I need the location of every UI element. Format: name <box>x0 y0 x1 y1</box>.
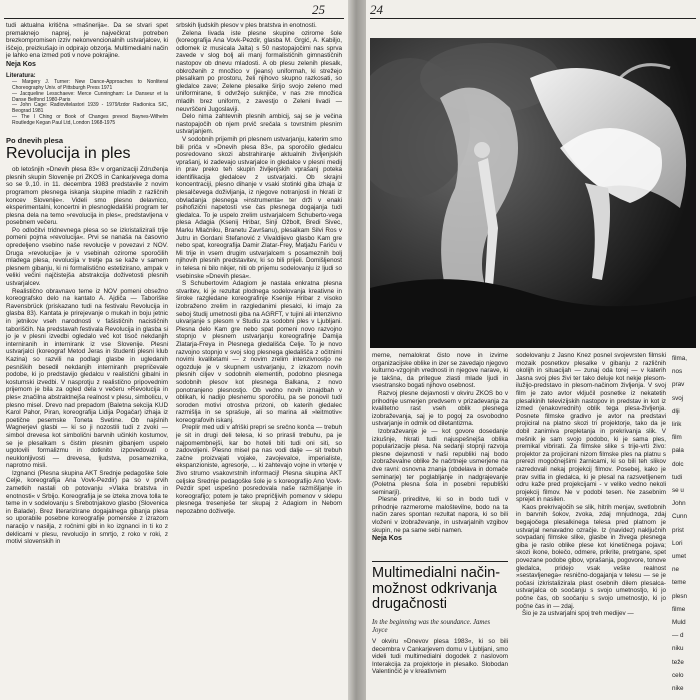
body-paragraph: merne, nemalokrat čisto nove in izvirne organizacijske oblike in izer se zavedajo njegovo kulturno-vzgojnih vrednosti in njegove narave, ki je takšna, da pritegue zlasti mlade ljudi in vsestransko bogati njihovo osebnost. <box>372 352 508 390</box>
page-number-right: 24 <box>370 2 383 17</box>
edge-column-line: John <box>672 500 686 508</box>
header-rule <box>370 18 696 19</box>
edge-column-line: Cunn <box>672 513 688 521</box>
byline: Neja Kos <box>6 60 36 68</box>
edge-column-line: pala <box>672 447 684 455</box>
page-number-left: 25 <box>312 2 325 17</box>
right-page <box>366 0 700 700</box>
body-paragraph: Realistično obravnavo teme iz NOV pomeni obsežno koreografsko delo na kantato A. Ajdiča — Taboriške Ravensbrück (priskazano tudi na festivalu Revolucija in glasba 83). Kantata je prirejevanje o mukah in boju jetnic in jetnikov vseh narodnosti v fašističnih nacističnih taboriščih. Na predstavah festivala Revolucija in glasba si jo je v plesni izvedbi ogledalo več kot tisoč nekdanjih interniranih in internirank iz vse Slovenije. Plesni ustvarjalci (koreograf Metod Jeras in študenti plesni klub Kazina) so razvili na podlagi glasbe in ugledanih pesniških besedil nekdanjih interniranh prepričevale podobe, ki jo predstavijo gledalcu v realistični gibalni in kostumski izvedbi. V nasprotju z realistično pripovednim prijemom je bila za ogled dela v večeru »Revolucija in ples« značilna abstraktnejša realnost v plesu, simbolicu, v plesno misel. Drevo nad prepadom (Baletna sekcija KUD Karol Pahor, Piran, koreografija Lidija Pogačar) izhaja iz poetične pesemske Toneta Svetine. Ob najslnih Wagnerjevi glasbi — ki so ji nozostili tudi z zvoki — simbol drevesa kot simbolični barvnih učinkih kostumov, se je plesalkam s čistim plesnim gibanjem uspelo ugotovili formalizmu in dotknito izpovedovati o neuklonljivosti — drevesa, ljudstva, posameznika, naprotno misli. <box>6 287 168 470</box>
body-paragraph: Kaos prekrivajočih se slik, hitrih menjav, svetlobnih in barvnih šokov, zvoka, zdaj mnjudnoga, zdaj begajočega plesalkinega telesa pred platnom je ustvarjal nenavadno ozračje. Iz (navidez) naključnih sovpadanj filmske slike, glasbe in živega plesnega giba je raslo oblike plese kot kinetičnega pojava; skozi ikone, bolečo, odmere, prikrite, pretrgane, spet povezane podobe gibov, vprašanja, pogovore, tonove gledalca, pridejo vsak veške realnost »sestavljenega« resnično-dogajanja v telesu — se je počasi izkristalizirala plast osebnih dilem plesalca-ustvarjalca ob soočanju s svojo umetnostjo, ki jo počne čas, ob soočanju s svojo umetnostjo, ki jo počne čas in — zdaj. <box>516 503 666 610</box>
intro-paragraph: tudi aktualna kritična »mašnerija«. Da se stvari spet premaknejo naprej, je največkrat potreben brezkompromisen izziv nekonvencionalnih ustvarjalcev, ki iščejo, preizkušajo in odpirajo obzorja. Multimedialni način je lahko ena izmed poti v nove pokrajine. <box>6 22 168 60</box>
body-paragraph: Plesne prireditve, ki so in bodo tudi v prihodnje razmerome maloštevilne, bodo na ta način zares spontan rezultat napora, ki so bili vloženi v izobraževanje, in ustvarjalnih vzgibov skupin, ne pa same sebi namen. <box>372 496 508 534</box>
body-paragraph: Preplir med udi v afriški prepri se srečno konča — trebuh je sit in drugi deli telesa, ki so prirasli trebuhu, pa je najpomembnejši, kar bo hoteli biti tudi oni siti, so zadovoljeni. Plesno misel pa nas vodi dalje — sit trebuh začne proizvajati vojake, zavojevalce, imperialiste, ekspanzioniste, agresorje, ... ki zahtevajo vojne in vrtenje v živo strumo vsakovrstnih informacij! Plesna skupina AKT celjske Srednje pedagoške šole je s koreografijo Ano Vovk-Pezdir spet uspešno posredovala naše razmišljanje in koreografijo; potem je tako prepričljivih pomenov v sklepu plesnega tresenješe ter skupaj z Adagiom in Nebom nepozabno doživetje. <box>176 424 342 515</box>
edge-column-line: celo <box>672 671 684 679</box>
article-headline: Multimedialni način-možnost odkrivanja drugačnosti <box>372 565 501 612</box>
edge-column-line: lirik <box>672 421 682 429</box>
body-paragraph: Delo nima zahtevnih plesnih ambicij, saj se je večina nastopajočih ob njem prvič srečala s tovrstnim plesnim ustvarjanjem. <box>176 113 342 136</box>
article-epigraph: In the beginning was the soundance. James Joyce <box>372 619 490 634</box>
body-paragraph: S Schubertovim Adagiom je nastala enkratna plesna stvaritev, ki je rezultat plodnega sodelovanja kreativne in široke razgledane koreografinje Ksenije Hribar z visoko izobraženo zrelim in razgledanimi plesalci, ki imajo za seboj študij umetnosti giba na AGRFT, v tujini ali intenzivno ukvarjanje s plesom v Studiu za sodobni ples v Ljubljani. Plesna delo Kam gre nebo spat pomeni novo razvojno stopnjo v plesnem ustvarjanju koreografinje Damija Zlatarja-Freya in Plesnega gledališča Celje. To je novo razvojno stopnjo v svoj slog plesnega gledališča z očitnimi novimi kvalitetami — z novim zrelim intenzivnostjo ne ogozduje je v skupnem ustvarjanju, z izkazom novih plesnih ciljev v sodobnih elementih, podobno plesnega sodobnih plesov kot plesnega Balkana, z novo ponotranjeno plesnostjo. Ob vedno novih iznajdbah v oblikah, ki nadijo plesnemu sporočilu, pa se ponovil tudi soroden motivi otrostva prizoni, ob katerih gledalec razmišlja in se sprašuje, ali so marina ali »leitmotiv« koreografovih iskanj. <box>176 280 342 424</box>
edge-column-line: nike <box>672 685 684 693</box>
body-paragraph: Izgnanci (Plesna skupina AKT Srednje pedagoške šole Celje, koreografija Ana Vovk-Pezdir) pa so v prvih zametkih nastali ob potovanju »Vlaka bratstva in enotnosti« v Srbijo. Koreografija je se izteka znova tolla te teme in v sodelovanju s Srebotnjakovo glasbo (Slovenica in Balade). Brez literarizirane dogajalnega gibanja plesa so uporabile posebne koreografije pomenske z izrazom naracijo v nasilja, z ročnimi gibi in ko izgnanci in ti ko z deklicami v plesu, revolucijo in smrtjo, z roko v roki, z motivi slovenskih in <box>6 469 168 546</box>
right-column-caption <box>372 352 508 558</box>
edge-column-line: niku <box>672 645 684 653</box>
literature-list <box>6 80 168 126</box>
body-paragraph: Šio je za ustvarjalni spoj treh medijev — <box>522 610 634 618</box>
dance-photograph <box>370 38 696 348</box>
body-paragraph: V sodobnih prijemih pri plesnem ustvarjanju, katerim smo bili priča v »Dnevih plesa 83«, pa sporočilo gledalcu posredovano skozi abstrahiranje aktualnih življenjskih vprašanj, ki zadevajo ustvarjalce in gledalce v plesni medij in prav preko teh skupin življenjskih vprašanj poteka identifikacija gledalcev z ustvarjalci. Ob skrajni koncentraciji, plesno dihanje v vsaki stotinki giba izhaja iz plesalčevega doživljanja, iz njegove notranjosti in hkrati iz obvladanja plesnega »instrumenta« ter drži v enaki psihofizični napetosti vse čas plesnega dogajanja tudi gledalca. To je uspelo zrelim ustvarjalcem Schuberto-vega plesa Adagia (Ksenij Hribar, Sinji Ožbolt, Bredi Sivec, Marku Mlačniku, Branetu Završanu), plesalkam Silvi Ros v Jutru in Gordani Stefanović z Vivaldijevo glasbo Kam gre nebo spat, koreografija Damir Zlatar-Frey, Matjažu Fariču v Mi trije in vsem drugim ustvarjalcem s posameznih bolj njihovih plesnih predstavitev, ki so bili prijeli. Domišljenost in telesa ni bilo nikjer, niti ob prijemu sodelovanju iz ljudi so vsebinske »Dnevih plesa«. <box>176 135 342 280</box>
edge-column-line: Muld <box>672 619 686 627</box>
edge-column-line: teže <box>672 658 684 666</box>
body-paragraph: Zelena livada iste plesne skupine ozirome šole (koreografija Ana Vovk-Pezdir, glasba M. Grgić, A. Kabiljo, odlomek iz musicala Jalta) s 50 nastopajočimi nas sprva zavede v slog bolj ali manj formalističnih gimnastičnih nastopov ob dnevu mladosti. A ob plesu zelenih plesalk, obkroženih z množico v (jeans) uniformah, ki strežejo plesalkam po prostoru, želi njihovo skupno razkosati, so gledalce zave; Zelene plesalke širijo svojo zeleno med uniformirane, ti odvržejo suknjiče, v nas zre množica mladih brez uniform, z zavestjo o Zeleni livadi — neuvrščeni Jugoslaviji. <box>176 29 342 113</box>
body-paragraph: Po odločitvi tridnevnega plesa so se izkristalizirali trije pomeni pojma »revolucija«. Prvi se nanaša na časovno opredeljeno vsebino naše revolucije v povezavi z NOV. Druga »revolucija« je v vsebinah ozirome sporočilih mladega plesa, revolucija v tretje pa se kaže v samem plesnem gibanju, ki ni formalistično estetizirano, ampak v veliki večini najčistejša abstrakcija doživetosti plesnih ustvarjalcev. <box>6 226 168 288</box>
edge-column-line: — d <box>672 632 684 640</box>
body-paragraph: ob letošnjih »Dnevih plesa 83« v organizaciji Združenja plesnih skupin Slovenije pri ZKOS in Cankarjevega doma so se 9.,10. in 11. decembra 1983 predstavile z novim programom plesnega iskanja skupine mladih z različnih koncev Slovenije«. Videli smo plesno delavnico, eksperimentalni, koncertni in plesnogledališki program ter plesna dela na temo »revolucija in ples«, predstavljena v posebnem večeru. <box>6 166 168 227</box>
edge-column-line: dolc <box>672 460 684 468</box>
body-paragraph: Razvoj plesne dejavnosti v okviru ZKOS bo v prihodnje usmerjen predvsem v prizadevanja za kvalitetno rast vseh oblik plesnega izobraževanja, saj je to pogoj za osvobodno ustvarjanje in odmik od diletantizma. <box>372 389 508 428</box>
body-paragraph: srbskih ljudskih plesov v ples bratstva in enotnosti. <box>176 22 317 29</box>
literature-item: — The I Ching or Book of Changes prevod Baynes-Wilhelm Routledge Kegan Paul Ltd, London 1968-1975 <box>12 113 168 126</box>
edge-column-line: dlji <box>672 407 680 415</box>
edge-column-line: se u <box>672 487 684 495</box>
edge-column-line: nos <box>672 368 683 376</box>
edge-column-line: plesn <box>672 592 688 600</box>
edge-column-line: filma, <box>672 355 688 362</box>
header-rule <box>4 18 344 19</box>
literature-heading: Literatura: <box>6 72 36 79</box>
edge-column-line: ne <box>672 566 680 574</box>
byline: Neja Kos <box>372 535 402 543</box>
article-kicker: Po dnevih plesa <box>6 135 64 145</box>
right-column-middle <box>516 352 666 698</box>
body-paragraph: Izobraževanje je — kot govore dosedanje izkušnje, hkrati tudi najuspešnejša oblika popularizacije plesa. Na sedanji stopnji razvoja plesne dejavnosti v naši republiki naj bodo izobraževalne oblike že načrtneje usmerjene na dve ravni: osnovna znanja (obdelava in domače seminarje) ter poglabljanje in nadgrajevanje (Poletna plesna šola in posebni republiški seminarji). <box>372 427 508 496</box>
left-column-1 <box>6 22 168 698</box>
spine-gutter <box>348 0 366 700</box>
article-headline: Revolucija in ples <box>6 145 131 163</box>
literature-item: — Jacqueline Lesschaeve: Merce Cunningham: Le Danseur et la Danse Belfond 1980-Paris <box>12 90 168 103</box>
edge-column-line: tudi <box>672 473 683 481</box>
edge-column-line: teme <box>672 579 686 587</box>
right-column-edge <box>672 352 700 698</box>
edge-column-line: Lori <box>672 539 683 547</box>
edge-column-line: film <box>672 434 682 442</box>
edge-column-line: umet <box>672 553 686 561</box>
body-paragraph: sodelovanju z Jasno Knez posnel svojevrsten filmski mozaik posnetkov plesalke v gibanju z različnih okolijh in situacijah — zunaj oda torej — v katerih Jasna svoj ples živi ter tako deluje kot nekje plesom-ilužijo-predstavo in plesom-načinom življenja. V svoj film je zato avtor vključil posnetke iz nekatetih plesalkinih televizijskih nastopov in predstav in kot iz izmed (enakovrednih) oblik tega plesa-življenja. Posnete filmske gradivo je avtor na predstavi projiciral na platno skozi tri projektorje, tako da je dobil zanimiva prepletanja in prekrivanja slik. V mešnik je sam svojo podobo, ki je sama ples, premikal vibrirati. Za filmske slike s trije-vrti živo: projektor za projicirani nizom filmske ples na platnu s prerezi mogočnejšimi žarnicami, ki so bili teh slikov razredovali nekaj projekcij filmov. Posebej, kako je prav svitla in gledalca, ki je plesal na razsvetljenem odru kaže pred projekcijami - v veliko vedno nekoli projekcij filmov. Ne v podobi tesen. Ne zasebnim sprejet in nasilen. <box>516 352 666 504</box>
left-page <box>0 0 348 700</box>
article-divider <box>372 561 508 562</box>
body-paragraph: V okviru »Dnevov plesa 1983«, ki so bili decembra v Cankarjevem domu v Ljubljani, smo videli tudi multimedialni dogodek z naslovom Interakcija za projektorje in plesalko. Slobodan Valentinčič je v kreativnem <box>372 638 508 676</box>
left-column-2 <box>176 22 342 698</box>
edge-column-line: prav <box>672 381 685 389</box>
edge-column-line: svoj <box>672 394 684 402</box>
literature-item: — Margery J. Turner: New Dance-Approaches to Nonliteral Choreography Univ. of Pittsburgh Press 1971 <box>12 79 168 91</box>
edge-column-line: filme <box>672 605 686 613</box>
dance-photograph-illustration <box>370 38 696 348</box>
article-lead-column <box>372 638 508 698</box>
edge-column-line: prist <box>672 526 684 534</box>
literature-item: — John Cage: Radiovitelastori 1939 - 1979/Izdor Radionica SIC, Beograd 1981 <box>12 102 168 115</box>
